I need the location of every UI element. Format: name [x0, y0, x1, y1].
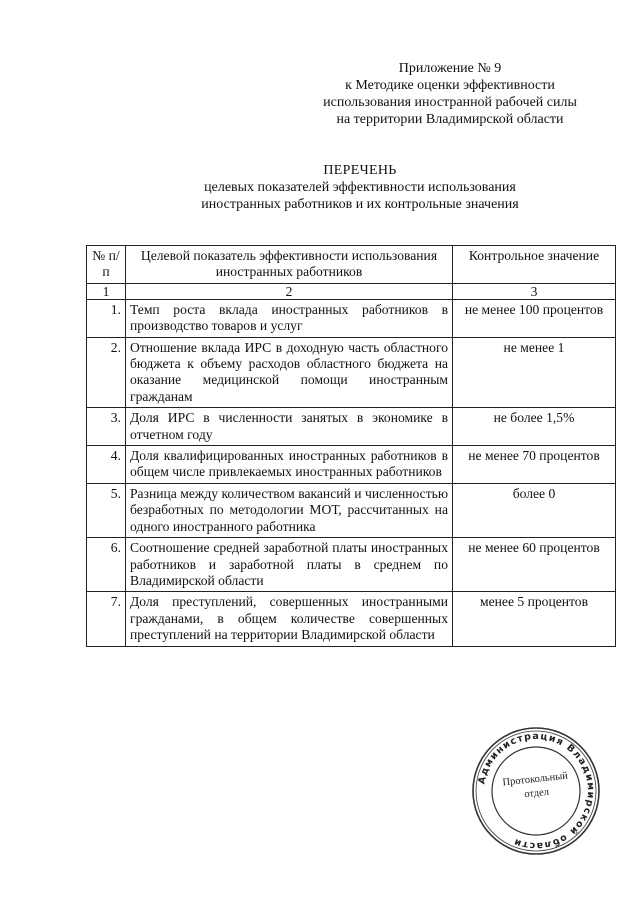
appendix-line-4: на территории Владимирской области [336, 112, 564, 127]
header-num: № п/п [87, 246, 126, 284]
table-row [87, 446, 616, 484]
column-index-row [87, 283, 616, 299]
row-value: не менее 100 процентов [453, 299, 616, 337]
table-row [87, 408, 616, 446]
header-indicator: Целевой показатель эффективности использования иностранных работников [126, 246, 453, 284]
column-index: 3 [453, 283, 616, 299]
row-number: 4. [87, 446, 126, 484]
appendix-line-3: использования иностранной рабочей силы [323, 95, 577, 110]
document-heading [120, 162, 600, 213]
row-indicator: Доля квалифицированных иностранных работников в общем числе привлекаемых иностранных работников [126, 446, 453, 484]
table-row [87, 592, 616, 646]
row-value: не менее 1 [453, 337, 616, 408]
row-number: 6. [87, 538, 126, 592]
row-number: 3. [87, 408, 126, 446]
official-stamp [470, 725, 602, 857]
appendix-block [300, 60, 600, 128]
row-value: более 0 [453, 483, 616, 537]
appendix-line-2: к Методике оценки эффективности [345, 78, 555, 93]
row-indicator: Доля преступлений, совершенных иностранными гражданами, в общем количестве совершенных преступлений на территории Владимирской области [126, 592, 453, 646]
row-number: 7. [87, 592, 126, 646]
row-indicator: Темп роста вклада иностранных работников в производство товаров и услуг [126, 299, 453, 337]
column-index: 2 [126, 283, 453, 299]
stamp-center-line-2: отдел [523, 786, 550, 801]
column-index: 1 [87, 283, 126, 299]
document-subtitle-2: иностранных работников и их контрольные значения [201, 197, 519, 212]
row-number: 1. [87, 299, 126, 337]
table-row [87, 299, 616, 337]
row-number: 5. [87, 483, 126, 537]
document-subtitle-1: целевых показателей эффективности использования [204, 180, 516, 195]
table-row [87, 538, 616, 592]
appendix-line-1: Приложение № 9 [398, 61, 502, 76]
row-value: менее 5 процентов [453, 592, 616, 646]
row-indicator: Доля ИРС в численности занятых в экономике в отчетном году [126, 408, 453, 446]
table-row [87, 483, 616, 537]
row-indicator: Соотношение средней заработной платы иностранных работников и заработной платы в среднем по Владимирской области [126, 538, 453, 592]
row-indicator: Разница между количеством вакансий и численностью безработных по методологии МОТ, рассчитанных на одного иностранного работника [126, 483, 453, 537]
row-number: 2. [87, 337, 126, 408]
stamp-ring-text: Администрация Владимирской области [476, 730, 597, 852]
indicators-table [86, 245, 616, 647]
document-title: ПЕРЕЧЕНЬ [323, 163, 397, 178]
stamp-center-line-1: Протокольный [501, 770, 569, 789]
row-indicator: Отношение вклада ИРС в доходную часть областного бюджета к объему расходов областного бюджета на оказание медицинской помощи иностранным гражданам [126, 337, 453, 408]
header-value: Контрольное значение [453, 246, 616, 284]
row-value: не менее 60 процентов [453, 538, 616, 592]
row-value: не более 1,5% [453, 408, 616, 446]
table-row [87, 337, 616, 408]
row-value: не менее 70 процентов [453, 446, 616, 484]
table-header-row [87, 246, 616, 284]
